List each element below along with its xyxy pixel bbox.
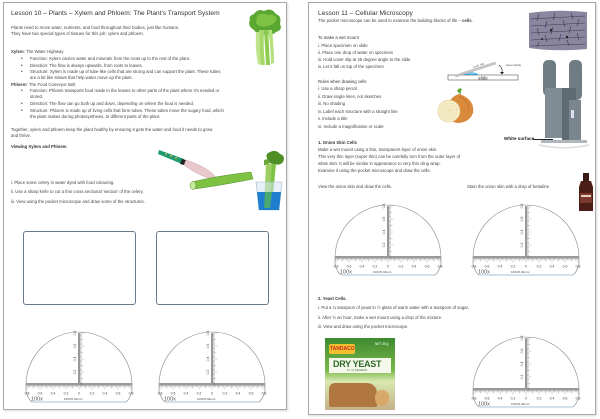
onion-line: white skin. It will be similar in appearance to very thin cling wrap. xyxy=(318,161,441,166)
microscope-reticle-1[interactable] xyxy=(22,321,136,403)
bread-roll xyxy=(375,390,389,406)
svg-text:0.8: 0.8 xyxy=(575,264,581,269)
svg-text:0: 0 xyxy=(78,391,80,396)
svg-text:0.2: 0.2 xyxy=(63,391,69,396)
microscope-reticle-onion-stained[interactable] xyxy=(469,194,583,276)
svg-text:0.4: 0.4 xyxy=(50,391,56,396)
svg-text:0.8: 0.8 xyxy=(73,330,77,336)
svg-text:0.2: 0.2 xyxy=(398,264,404,269)
svg-text:0.4: 0.4 xyxy=(235,391,241,396)
intro-line-1: Plants need to move water, nutrients, and food throughout their bodies, just like humans. xyxy=(11,25,180,30)
svg-text:0.4: 0.4 xyxy=(549,396,555,401)
svg-text:0.6: 0.6 xyxy=(248,391,254,396)
svg-text:0.2: 0.2 xyxy=(520,242,524,248)
step: iii. View using the pocket microscope and draw some of the structures. xyxy=(11,199,145,204)
svg-text:0.8: 0.8 xyxy=(261,391,267,396)
phloem-bullet-cont: stored. xyxy=(30,94,44,99)
svg-text:0.4: 0.4 xyxy=(411,264,417,269)
svg-text:100x: 100x xyxy=(478,269,490,276)
xylem-bullet-cont: are a bit like straws that help water move up the plant. xyxy=(30,75,133,80)
wet-mount-step: iii. Hold cover slip at 45 degree angle to the slide xyxy=(318,57,411,62)
svg-text:0.8: 0.8 xyxy=(24,391,30,396)
view-onion-label: View the onion skin and draw the cells. xyxy=(318,184,392,189)
svg-text:0.6: 0.6 xyxy=(520,216,524,222)
drawing-box-1[interactable] xyxy=(23,231,136,305)
phloem-subtitle: : The Food Conveyor Belt xyxy=(26,81,76,87)
svg-text:1DIV/0.02mm: 1DIV/0.02mm xyxy=(64,397,83,401)
svg-text:0.8: 0.8 xyxy=(471,264,477,269)
together-line-1: Together, xylem and phloem keep the plant healthy by ensuring it gets the water and food it needs to grow xyxy=(11,127,213,132)
step: i. Place some celery in water dyed with food colouring. xyxy=(11,180,115,185)
xylem-bullet: • Function: Xylem carries water and minerals from the roots up to the rest of the plant. xyxy=(30,56,190,62)
svg-text:0.6: 0.6 xyxy=(562,396,568,401)
svg-text:0.6: 0.6 xyxy=(115,391,121,396)
svg-text:0.2: 0.2 xyxy=(536,264,542,269)
white-surface-arrow-line xyxy=(533,139,553,140)
svg-text:100x: 100x xyxy=(164,396,176,403)
svg-text:0.2: 0.2 xyxy=(89,391,95,396)
rule: vi. Include a magnification or scale xyxy=(318,123,384,129)
svg-text:0.4: 0.4 xyxy=(497,396,503,401)
svg-text:0.8: 0.8 xyxy=(206,330,210,336)
svg-text:0.6: 0.6 xyxy=(484,264,490,269)
phloem-bullet: • Direction: The flow can go both up and down, depending on where the food is needed. xyxy=(30,101,194,107)
yeast-step: ii. After ½ an hour, make a wet mount using a drop of the mixture. xyxy=(318,315,443,320)
svg-text:0.2: 0.2 xyxy=(510,396,516,401)
svg-text:0.2: 0.2 xyxy=(372,264,378,269)
viewing-title: Viewing Xylem and Phloem xyxy=(11,144,67,149)
phloem-label: Phloem xyxy=(11,81,27,87)
svg-text:0.8: 0.8 xyxy=(128,391,134,396)
rule: ii. Draw single lines, not sketches xyxy=(318,93,382,99)
phloem-bullet-cont: the plant makes during photosynthesis, to different parts of the plant. xyxy=(30,113,161,119)
svg-text:0.6: 0.6 xyxy=(484,396,490,401)
svg-text:1DIV/0.02mm: 1DIV/0.02mm xyxy=(373,270,392,274)
svg-text:0.8: 0.8 xyxy=(333,264,339,269)
svg-text:0: 0 xyxy=(387,264,389,269)
svg-text:0.4: 0.4 xyxy=(183,391,189,396)
svg-text:0.6: 0.6 xyxy=(37,391,43,396)
rules-title: Rules when drawing cells xyxy=(318,79,367,84)
xylem-bullet: • Structure: Xylem is made up of tube-like cells that are strong and can support the plant. These tubes xyxy=(30,69,221,75)
onion-title: 1. Onion Skin Cells xyxy=(318,140,357,145)
svg-text:0.2: 0.2 xyxy=(73,369,77,375)
lesson-11-title: Lesson 11 – Cellular Microscopy xyxy=(318,10,413,17)
svg-text:0.4: 0.4 xyxy=(73,356,77,362)
svg-text:0.6: 0.6 xyxy=(206,343,210,349)
svg-text:0.8: 0.8 xyxy=(575,396,581,401)
svg-text:0.2: 0.2 xyxy=(510,264,516,269)
celery-image xyxy=(244,8,284,68)
net-weight: NET 35 g xyxy=(375,342,389,346)
svg-text:0.6: 0.6 xyxy=(346,264,352,269)
lower-slowly-label: lower slowly xyxy=(506,63,522,67)
product-name: DRY YEAST xyxy=(333,359,382,369)
microscope-reticle-onion[interactable] xyxy=(331,194,445,276)
slide-label: slide xyxy=(478,75,488,81)
svg-text:0.4: 0.4 xyxy=(102,391,108,396)
reticle-graphic xyxy=(155,321,269,403)
svg-text:0: 0 xyxy=(211,391,213,396)
xylem-heading xyxy=(11,49,64,55)
bread-loaf xyxy=(329,383,377,407)
svg-text:0.4: 0.4 xyxy=(497,264,503,269)
svg-text:0.6: 0.6 xyxy=(424,264,430,269)
onion-cells-micrograph-image xyxy=(527,9,589,52)
phloem-heading xyxy=(11,82,75,88)
rule: iii. No shading xyxy=(318,101,345,106)
yeast-step: iii. View and draw using the pocket microscope. xyxy=(318,324,409,329)
svg-text:100x: 100x xyxy=(31,396,43,403)
step: ii. Use a sharp knife to cut a thin cross sectional 'section' of the celery. xyxy=(11,189,144,194)
phloem-bullet: • Structure: Phloem is made up of living cells that form tubes. These tubes move the sugary food, which xyxy=(30,108,224,114)
lesson-11-page xyxy=(308,2,596,415)
phloem-bullet: • Function: Phloem transports food made in the leaves to other parts of the plant where it's needed or xyxy=(30,88,219,94)
pocket-microscope-image xyxy=(539,58,589,151)
svg-text:0: 0 xyxy=(525,264,527,269)
svg-text:0.2: 0.2 xyxy=(382,242,386,248)
wet-mount-step: ii. Place one drop of water on specimen xyxy=(318,50,394,55)
svg-text:0.2: 0.2 xyxy=(206,369,210,375)
xylem-label: Xylem xyxy=(11,49,24,54)
intro-bold: cells xyxy=(462,18,472,23)
wet-mount-title: To make a wet mount xyxy=(318,35,359,40)
svg-text:0.8: 0.8 xyxy=(157,391,163,396)
svg-text:0.2: 0.2 xyxy=(520,374,524,380)
reticle-graphic xyxy=(469,194,583,276)
yeast-title: 2. Yeast Cells. xyxy=(318,296,347,301)
celery-in-water-glass-image xyxy=(250,150,288,212)
onion-image xyxy=(435,87,477,125)
svg-text:0.6: 0.6 xyxy=(562,264,568,269)
svg-text:0.4: 0.4 xyxy=(549,264,555,269)
together-line-2: and thrive. xyxy=(11,133,32,138)
svg-text:0.8: 0.8 xyxy=(437,264,443,269)
knife-celery-image xyxy=(156,146,256,191)
reticle-graphic xyxy=(469,326,583,408)
onion-line: Examine it using the pocket microscope and draw the cells. xyxy=(318,168,431,173)
svg-text:0.6: 0.6 xyxy=(382,216,386,222)
droplet-label: droplet xyxy=(467,72,475,75)
svg-text:0.2: 0.2 xyxy=(222,391,228,396)
stain-onion-label: Stain the onion skin with a drop of betadine xyxy=(467,184,550,189)
svg-text:0.4: 0.4 xyxy=(382,229,386,235)
drawing-box-2[interactable] xyxy=(156,231,269,305)
rule: i. Use a sharp pencil xyxy=(318,86,357,91)
svg-text:0.2: 0.2 xyxy=(536,396,542,401)
svg-text:1DIV/0.02mm: 1DIV/0.02mm xyxy=(511,270,530,274)
dry-yeast-package-image xyxy=(325,338,395,410)
svg-text:0: 0 xyxy=(525,396,527,401)
svg-text:0.4: 0.4 xyxy=(206,356,210,362)
cover-slip-label: cover slip xyxy=(472,61,485,69)
svg-text:0.2: 0.2 xyxy=(196,391,202,396)
svg-text:100x: 100x xyxy=(340,269,352,276)
microscope-reticle-yeast[interactable] xyxy=(469,326,583,408)
wet-mount-diagram xyxy=(447,57,523,83)
reticle-graphic xyxy=(331,194,445,276)
intro-text: The pocket microscope can be used to examine the building blocks of life – xyxy=(318,18,463,23)
microscope-reticle-2[interactable] xyxy=(155,321,269,403)
svg-text:0.6: 0.6 xyxy=(520,348,524,354)
onion-line: This very thin layer (super thin) can be carefully torn from the outer layer of xyxy=(318,154,461,159)
svg-text:1DIV/0.02mm: 1DIV/0.02mm xyxy=(511,402,530,406)
rule: v. Include a title xyxy=(318,116,348,121)
svg-text:0.8: 0.8 xyxy=(382,203,386,209)
lesson-10-page xyxy=(3,2,287,410)
brand-name: TANDACO xyxy=(330,346,355,352)
svg-text:0.8: 0.8 xyxy=(471,396,477,401)
svg-text:0.4: 0.4 xyxy=(520,229,524,235)
wet-mount-step: iv. Let it fall on top of the specimen xyxy=(318,64,384,69)
svg-text:100x: 100x xyxy=(478,401,490,408)
wet-mount-step: i. Place specimen on slide xyxy=(318,43,368,48)
xylem-subtitle: : The Water Highway xyxy=(23,49,64,54)
yeast-step: i. Put a ¼ teaspoon of yeast in ½ glass of warm water with a teaspoon of sugar. xyxy=(318,305,469,310)
xylem-bullet: • Direction: The flow is always upwards, from roots to leaves. xyxy=(30,63,143,69)
intro-line-2: They have two special types of tissues for this job: xylem and phloem. xyxy=(11,31,144,36)
onion-line: Make a wet mount using a thin, transparent layer of onion skin. xyxy=(318,147,438,152)
svg-text:1DIV/0.02mm: 1DIV/0.02mm xyxy=(197,397,216,401)
svg-text:0.6: 0.6 xyxy=(170,391,176,396)
svg-text:0.4: 0.4 xyxy=(520,361,524,367)
svg-text:0.6: 0.6 xyxy=(73,343,77,349)
lesson-10-title: Lesson 10 – Plants – Xylem and Phloem: The Plant's Transport System xyxy=(11,10,220,17)
white-surface-label: White surface xyxy=(504,136,535,141)
lesson-11-intro xyxy=(318,18,473,24)
rule: iv. Label each structure with a straight line xyxy=(318,108,398,114)
svg-text:0.8: 0.8 xyxy=(520,335,524,341)
intro-end: . xyxy=(471,18,473,23)
svg-text:0.4: 0.4 xyxy=(359,264,365,269)
sachets-label: 5 x 7g SACHETS xyxy=(347,369,368,372)
svg-text:0.8: 0.8 xyxy=(520,203,524,209)
reticle-graphic xyxy=(22,321,136,403)
